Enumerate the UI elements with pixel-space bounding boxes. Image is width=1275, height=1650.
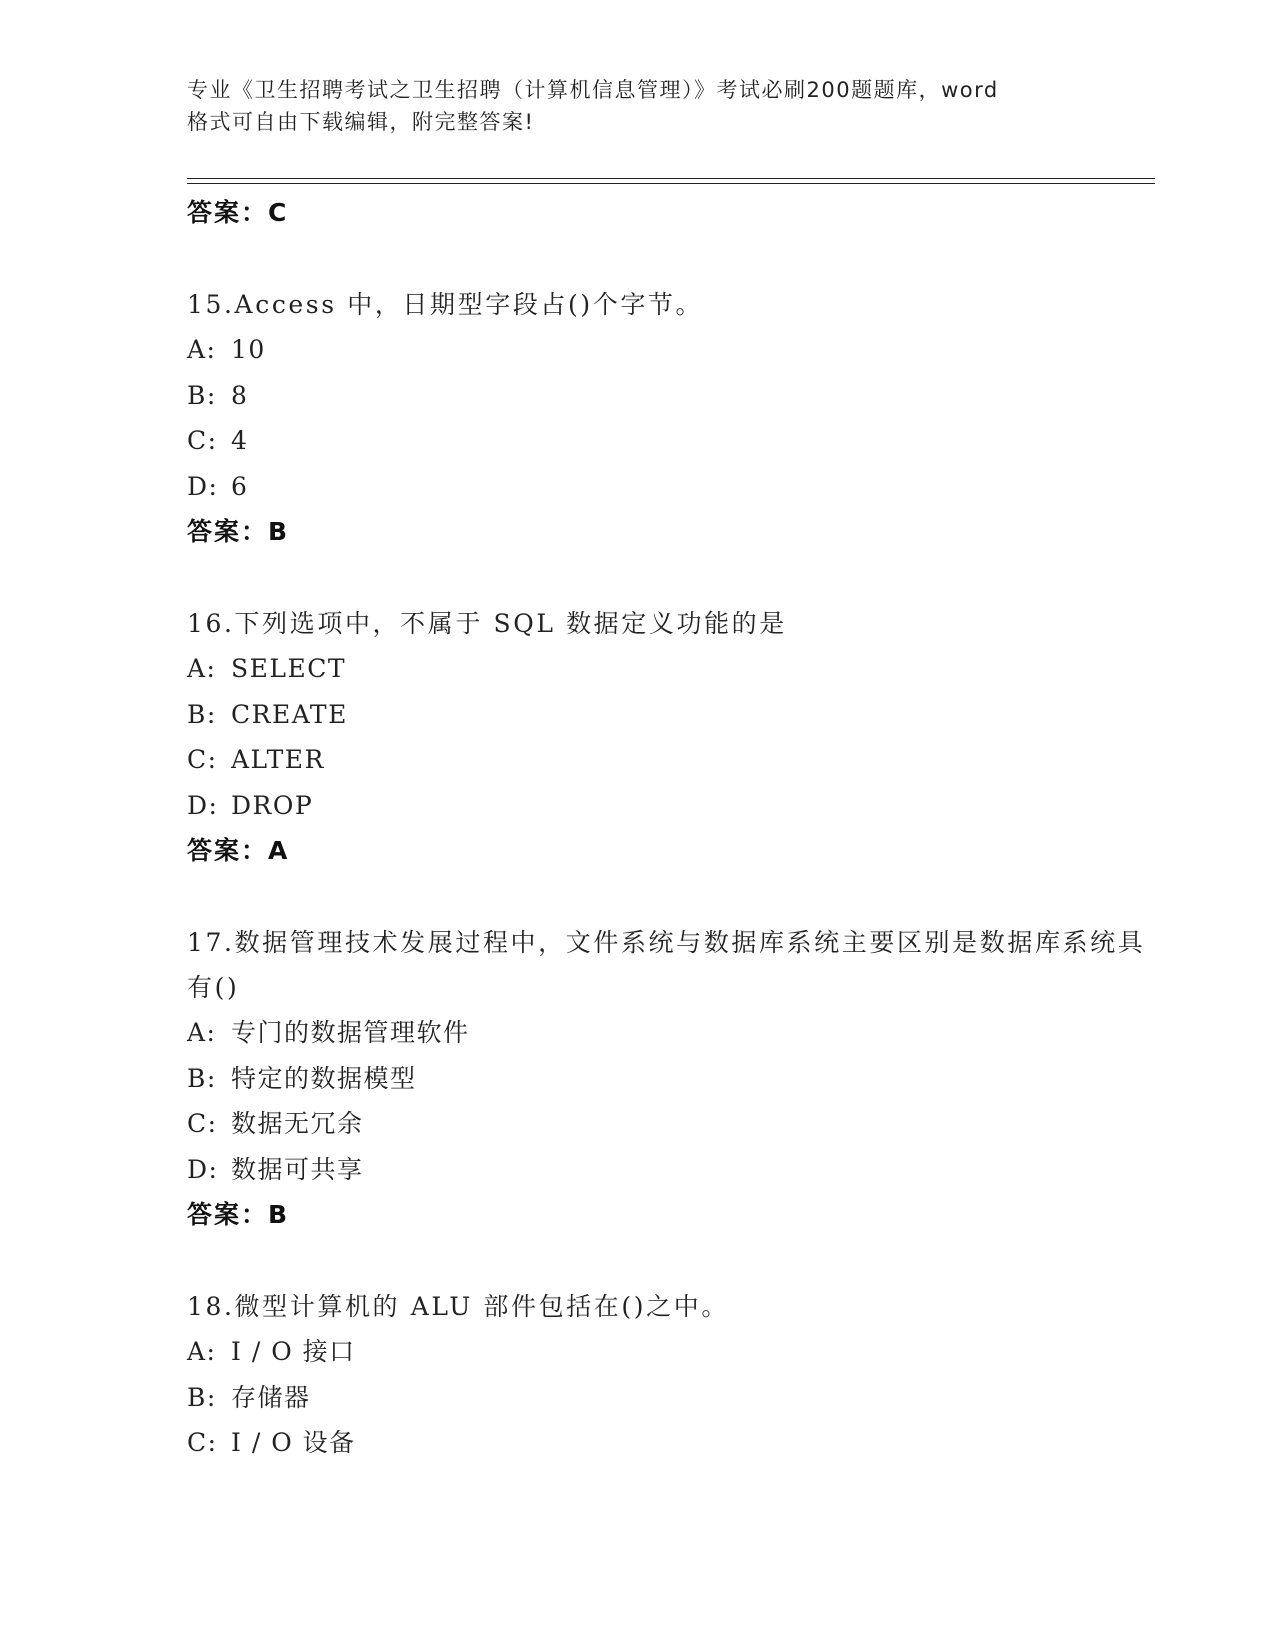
- option-b: B: 8: [187, 380, 249, 410]
- document-header: [187, 74, 1087, 138]
- answer-label: 答案：B: [187, 517, 290, 546]
- question-stem: 18.微型计算机的 ALU 部件包括在()之中。: [187, 1292, 729, 1321]
- option-b: B: CREATE: [187, 699, 348, 729]
- question-18: [187, 1284, 1147, 1466]
- question-15: [187, 282, 1147, 554]
- option-a: A: 10: [187, 335, 266, 364]
- option-c: C: 4: [187, 426, 249, 455]
- option-a: A: I / O 接口: [187, 1337, 356, 1366]
- option-c: C: 数据无冗余: [187, 1109, 364, 1138]
- answer-label: 答案：B: [187, 1200, 290, 1229]
- option-a: A: SELECT: [187, 654, 347, 683]
- option-d: D: 6: [187, 471, 249, 501]
- header-line-1: 专业《卫生招聘考试之卫生招聘（计算机信息管理）》考试必刷200题题库，word: [187, 78, 999, 102]
- header-rule-bottom: [187, 183, 1155, 184]
- option-b: B: 存储器: [187, 1382, 311, 1412]
- option-c: C: ALTER: [187, 745, 325, 774]
- option-c: C: I / O 设备: [187, 1428, 356, 1457]
- option-a: A: 专门的数据管理软件: [187, 1018, 470, 1047]
- question-list: [187, 190, 1147, 1466]
- answer-label: 答案：A: [187, 836, 290, 865]
- option-d: D: 数据可共享: [187, 1154, 364, 1184]
- header-rule-top: [187, 178, 1155, 179]
- question-16: [187, 601, 1147, 873]
- header-line-2: 格式可自由下载编辑，附完整答案!: [187, 110, 535, 134]
- question-stem: 16.下列选项中，不属于 SQL 数据定义功能的是: [187, 609, 787, 638]
- option-b: B: 特定的数据模型: [187, 1063, 417, 1093]
- answer-label: 答案：C: [187, 198, 289, 227]
- question-17: [187, 920, 1147, 1237]
- question-stem: 15.Access 中，日期型字段占()个字节。: [187, 290, 704, 319]
- question-stem: 17.数据管理技术发展过程中，文件系统与数据库系统主要区别是数据库系统具有(): [187, 928, 1146, 1002]
- option-d: D: DROP: [187, 790, 314, 820]
